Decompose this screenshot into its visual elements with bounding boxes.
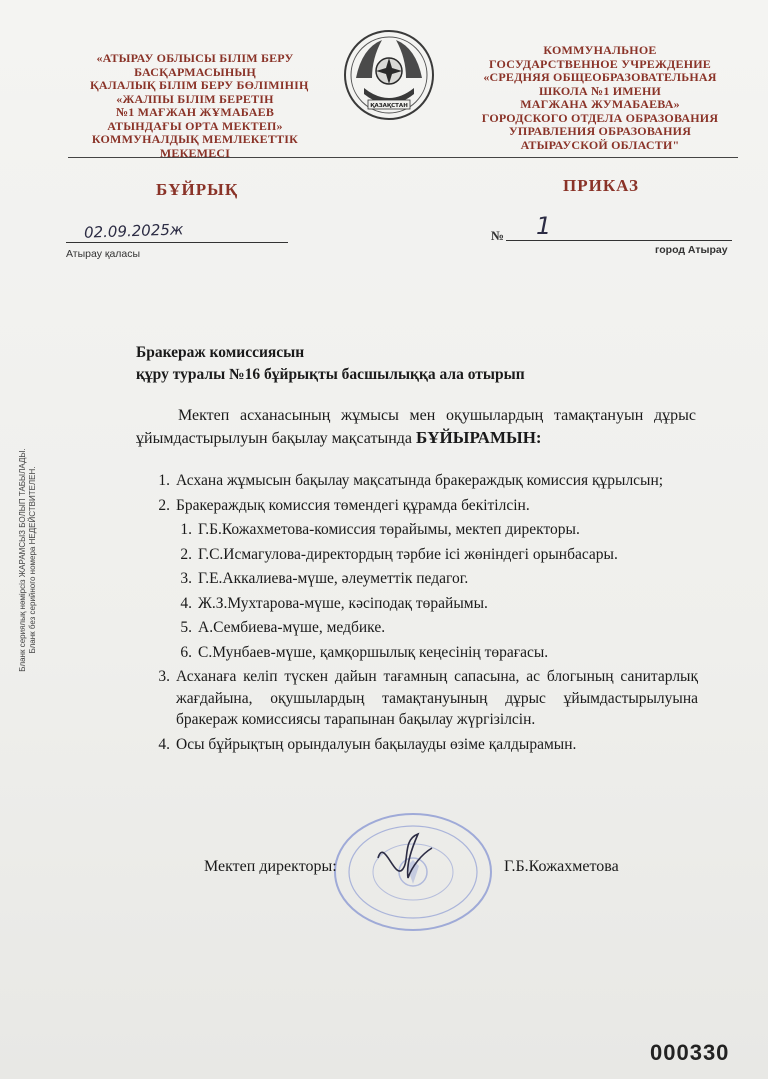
commission-members xyxy=(138,519,698,663)
header-kz-line: МЕКЕМЕСІ xyxy=(159,145,231,160)
serial-number: 000330 xyxy=(650,1040,730,1065)
item-number: 3. xyxy=(158,668,170,685)
member-item xyxy=(168,642,698,664)
doc-type-kz: БҰЙРЫҚ xyxy=(156,180,239,199)
member-number: 3. xyxy=(180,570,192,587)
item-text: Асхана жұмысын бақылау мақсатында бракераждық комиссия құрылсын; xyxy=(176,472,664,489)
member-number: 6. xyxy=(180,643,192,661)
header-ru-line: УПРАВЛЕНИЯ ОБРАЗОВАНИЯ xyxy=(508,124,692,138)
member-text: Г.Е.Аккалиева-мүше, әлеуметтік педагог. xyxy=(198,570,469,587)
header-kz-line: БАСҚАРМАСЫНЫҢ xyxy=(134,64,256,79)
member-number: 2. xyxy=(180,545,192,563)
list-item xyxy=(138,470,698,492)
serial-notice-ru: Бланк без серийного номера НЕДЕЙСТВИТЕЛЕН. xyxy=(28,466,37,654)
list-item xyxy=(138,734,698,756)
header-kz-line: ҚАЛАЛЫҚ БІЛІМ БЕРУ БӨЛІМІНІҢ xyxy=(90,78,309,92)
signatory-name: Г.Б.Кожахметова xyxy=(504,858,619,875)
serial-notice xyxy=(18,420,38,700)
header-ru-line: КОММУНАЛЬНОЕ xyxy=(543,43,657,57)
member-text: Ж.З.Мухтарова-мүше, кәсіподақ төрайымы. xyxy=(198,594,488,612)
member-number: 4. xyxy=(180,594,192,612)
header-kz-line: №1 МАҒЖАН ЖҰМАБАЕВ xyxy=(115,105,275,119)
header-divider xyxy=(68,157,738,158)
date-line xyxy=(66,242,288,243)
number-line xyxy=(506,240,732,241)
doc-type-ru: ПРИКАЗ xyxy=(563,176,639,195)
city-ru: город Атырау xyxy=(655,244,728,256)
header-kz-institution xyxy=(90,51,309,160)
list-item xyxy=(138,495,698,517)
header-kz-line: «ЖАЛПЫ БІЛІМ БЕРЕТІН xyxy=(116,91,274,106)
order-title-line: құру туралы №16 бұйрықты басшылыққа ала отырып xyxy=(136,366,525,383)
header-kz-line: КОММУНАЛДЫҚ МЕМЛЕКЕТТІК xyxy=(91,132,299,146)
item-text: Асханаға келіп түскен дайын тағамның сапасына, ас блогының санитарлық жағдайына, оқушылардың тамақтануының дұрыс ұйымдастырылуына бракераж комиссиясы тарапынан бақылау жүргізілсін. xyxy=(176,668,698,728)
header-ru-line: МАГЖАНА ЖУМАБАЕВА» xyxy=(520,97,680,111)
member-number: 5. xyxy=(180,619,192,636)
order-title-line: Бракераж комиссиясын xyxy=(136,344,305,361)
item-text: Осы бұйрықтың орындалуын бақылауды өзіме қалдырамын. xyxy=(176,735,577,753)
header-ru-institution xyxy=(470,44,730,152)
item-number: 2. xyxy=(158,496,170,514)
header-ru-line: «СРЕДНЯЯ ОБЩЕОБРАЗОВАТЕЛЬНАЯ xyxy=(483,70,717,84)
order-intro xyxy=(136,405,696,450)
member-item xyxy=(168,568,698,590)
member-item xyxy=(168,617,698,639)
order-items xyxy=(138,470,698,758)
emblem-caption: ҚАЗАҚСТАН xyxy=(370,103,408,109)
member-text: Г.Б.Кожахметова-комиссия төрайымы, мектеп директоры. xyxy=(198,521,580,538)
intro-command: БҰЙЫРАМЫН: xyxy=(416,428,542,447)
header-kz-line: АТЫНДАҒЫ ОРТА МЕКТЕП» xyxy=(107,118,283,133)
intro-text: Мектеп асханасының жұмысы мен оқушылардың тамақтануын дұрыс ұйымдастырылуын бақылау мақсатында xyxy=(136,407,696,447)
header-ru-line: ГОСУДАРСТВЕННОЕ УЧРЕЖДЕНИЕ xyxy=(489,56,711,71)
header-ru-line: ГОРОДСКОГО ОТДЕЛА ОБРАЗОВАНИЯ xyxy=(481,110,719,125)
item-number: 1. xyxy=(158,472,170,489)
handwritten-number: 1 xyxy=(536,212,552,240)
handwritten-date: 02.09.2025ж xyxy=(83,220,184,242)
member-number: 1. xyxy=(180,521,192,538)
header-kz-line: «АТЫРАУ ОБЛЫСЫ БІЛІМ БЕРУ xyxy=(96,51,294,65)
member-text: А.Сембиева-мүше, медбике. xyxy=(198,619,386,636)
member-text: С.Мунбаев-мүше, қамқоршылық кеңесінің төрағасы. xyxy=(198,643,549,661)
member-item xyxy=(168,544,698,566)
state-emblem-icon xyxy=(342,28,436,126)
order-title xyxy=(136,342,525,386)
number-label: № xyxy=(491,228,505,243)
signature-label: Мектеп директоры: xyxy=(204,858,337,875)
item-number: 4. xyxy=(158,735,170,753)
member-item xyxy=(168,593,698,615)
item-text: Бракераждық комиссия төмендегі құрамда бекітілсін. xyxy=(176,496,530,514)
list-item xyxy=(138,666,698,731)
header-ru-line: АТЫРАУСКОЙ ОБЛАСТИ" xyxy=(520,137,680,152)
header-ru-line: ШКОЛА №1 ИМЕНИ xyxy=(538,83,662,98)
signature-icon xyxy=(372,828,436,884)
serial-notice-kz: Бланк сериялық нөмірсіз ЖАРАМСЫЗ БОЛЫП ТАБЫЛАДЫ. xyxy=(18,448,27,672)
member-item xyxy=(168,519,698,541)
city-kz: Атырау қаласы xyxy=(66,248,141,260)
member-text: Г.С.Исмагулова-директордың тәрбие ісі жөніндегі орынбасары. xyxy=(198,545,618,563)
